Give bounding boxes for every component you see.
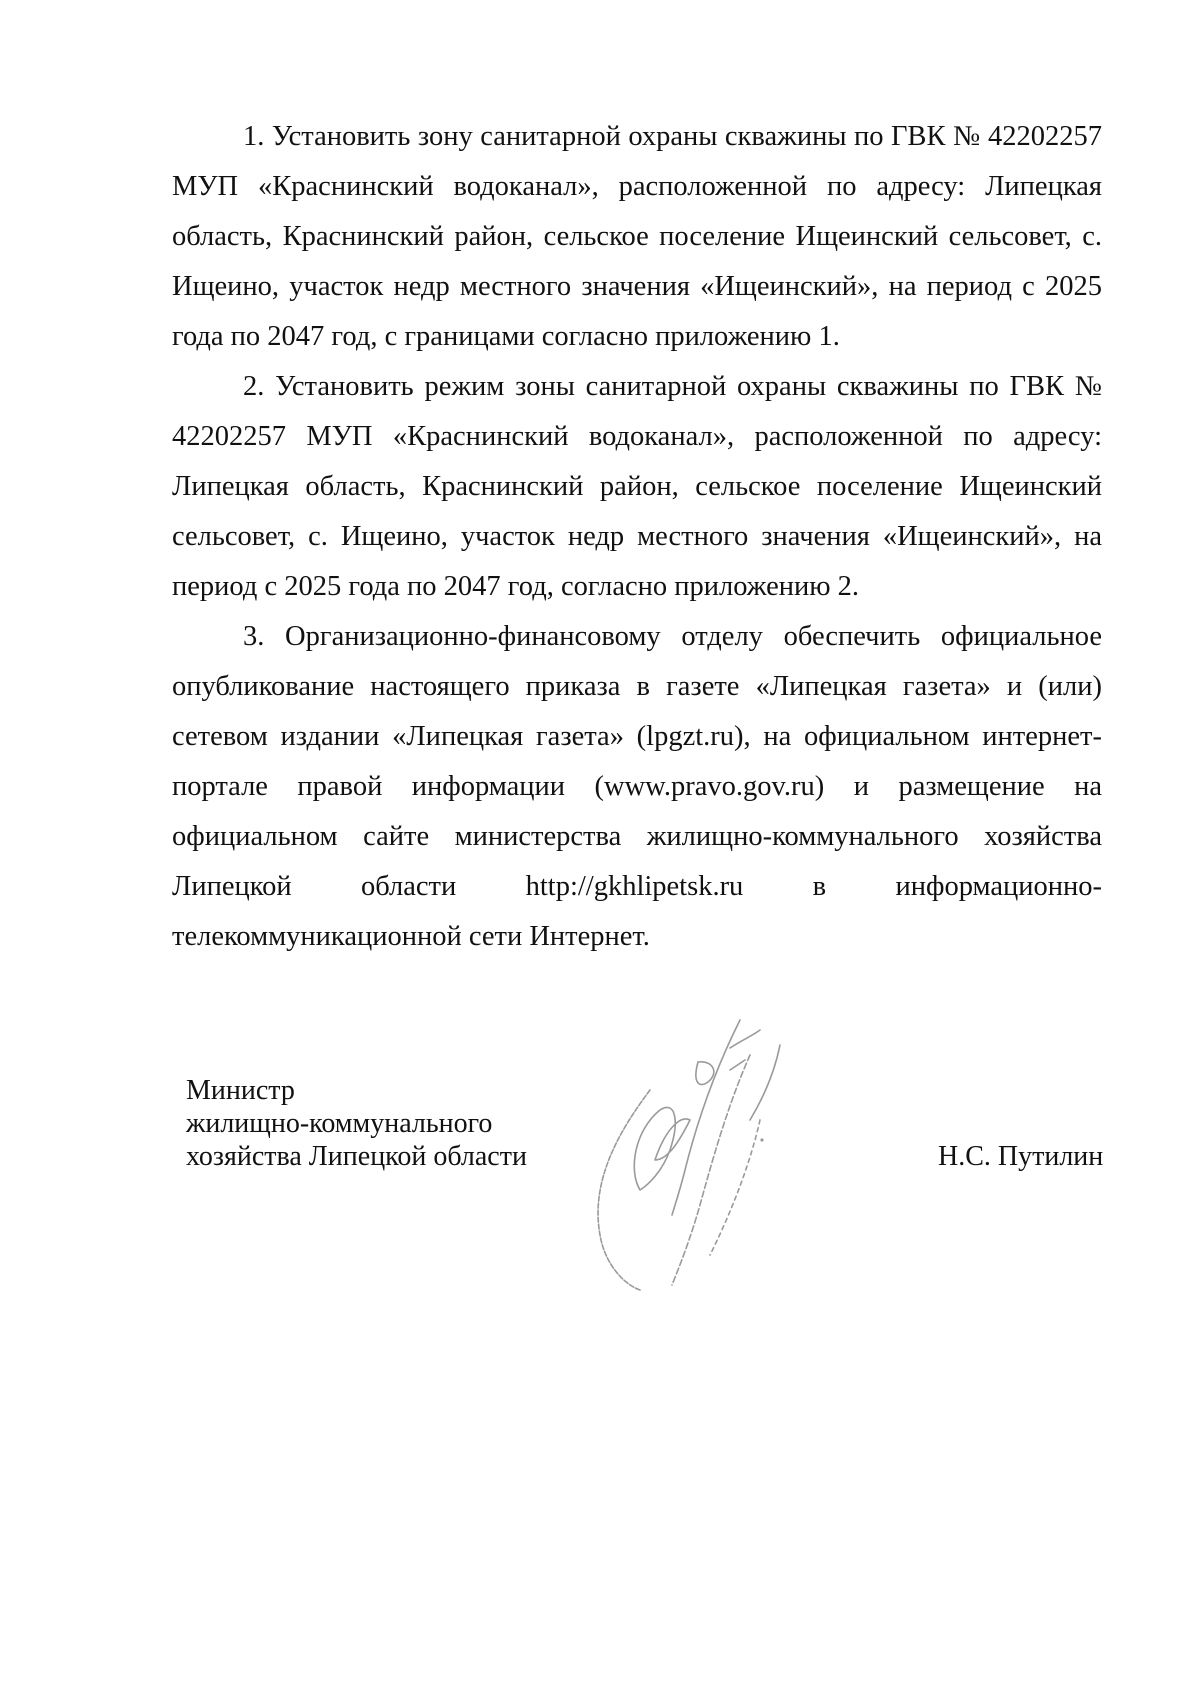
- position-line-2: жилищно-коммунального: [186, 1108, 493, 1139]
- handwritten-signature: [580, 1000, 870, 1300]
- position-line-3: хозяйства Липецкой области: [186, 1141, 527, 1172]
- signatory-position: [186, 1074, 527, 1173]
- paragraph-2: 2. Установить режим зоны санитарной охраны скважины по ГВК № 42202257 МУП «Краснинский водоканал», расположенной по адресу: Липецкая область, Краснинский район, сельское поселение Ищеинский сельсовет, с. Ищеино, участок недр местного значения «Ищеинский», на период с 2025 года по 2047 год, согласно приложению 2.: [172, 371, 1102, 602]
- paragraph-1: 1. Установить зону санитарной охраны скважины по ГВК № 42202257 МУП «Краснинский водоканал», расположенной по адресу: Липецкая область, Краснинский район, сельское поселение Ищеинский сельсовет, с. Ищеино, участок недр местного значения «Ищеинский», на период с 2025 года по 2047 год, с границами согласно приложению 1.: [172, 121, 1102, 352]
- signer-name: Н.С. Путилин: [938, 1141, 1104, 1172]
- position-line-1: Министр: [186, 1075, 295, 1106]
- paragraph-3: 3. Организационно-финансовому отделу обеспечить официальное опубликование настоящего приказа в газете «Липецкая газета» и (или) сетевом издании «Липецкая газета» (lpgzt.ru), на официальном интернет-портале правой информации (www.pravo.gov.ru) и размещение на официальном сайте министерства жилищно-коммунального хозяйства Липецкой области http://gkhlipetsk.ru в информационно-телекоммуникационной сети Интернет.: [172, 621, 1102, 952]
- order-body: [172, 112, 1102, 962]
